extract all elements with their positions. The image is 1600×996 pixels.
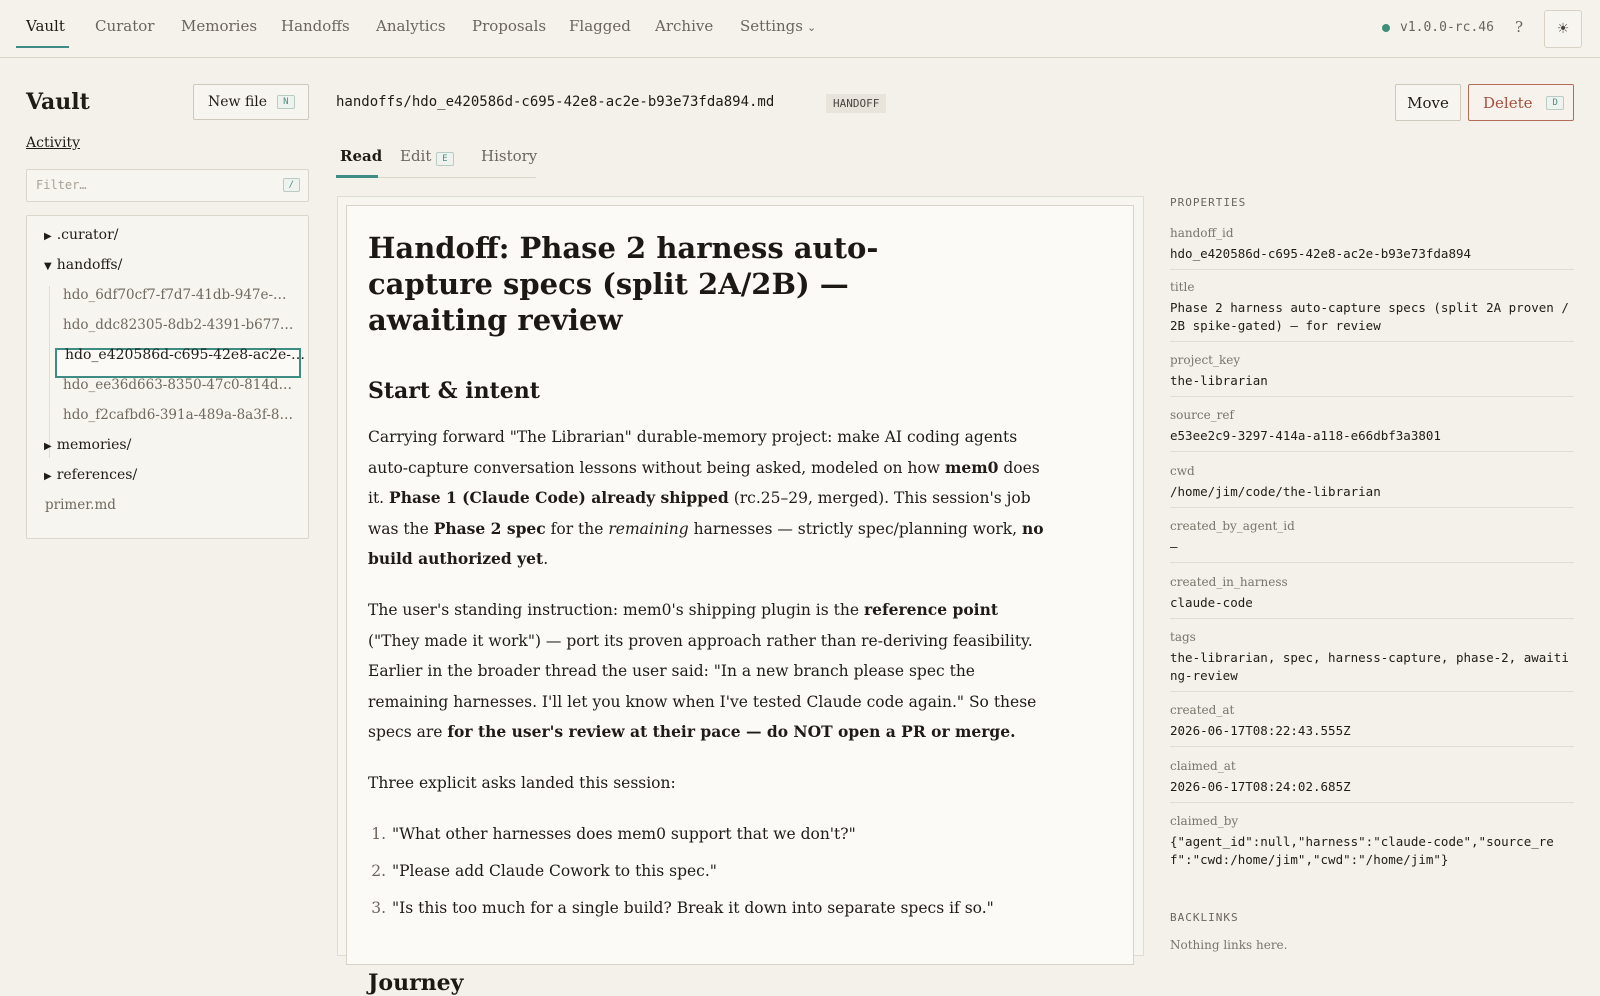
tab-active-indicator <box>336 175 378 178</box>
filter-placeholder: Filter… <box>36 178 87 192</box>
nav-curator[interactable]: Curator <box>95 17 155 35</box>
property-value: the-librarian <box>1170 373 1268 388</box>
property-row <box>1170 408 1574 452</box>
caret-right-icon: ▶ <box>44 471 52 482</box>
new-file-shortcut: N <box>277 95 294 109</box>
property-key: handoff_id <box>1170 226 1234 240</box>
file-path: handoffs/hdo_e420586d-c695-42e8-ac2e-b93e73fda894.md <box>336 94 775 110</box>
list-item: 2. "Please add Claude Cowork to this spec." <box>371 861 717 880</box>
nav-proposals[interactable]: Proposals <box>472 17 547 35</box>
tree-folder-references[interactable] <box>44 467 137 483</box>
activity-link[interactable]: Activity <box>26 135 80 151</box>
tree-file-active[interactable]: hdo_e420586d-c695-42e8-ac2e-… <box>65 347 305 363</box>
document-content <box>368 230 1048 996</box>
doc-paragraph <box>368 422 1048 575</box>
help-button[interactable]: ? <box>1515 18 1524 36</box>
property-row <box>1170 703 1574 747</box>
text-run: mem0 <box>944 457 999 477</box>
list-item-text: "Is this too much for a single build? Break it down into separate specs if so." <box>392 898 994 917</box>
tab-edit[interactable] <box>400 147 454 165</box>
doc-paragraph <box>368 595 1048 748</box>
caret-right-icon: ▶ <box>44 441 52 452</box>
doc-ordered-list <box>368 819 1048 930</box>
tree-folder-label: .curator/ <box>56 227 119 243</box>
tree-folder-label: memories/ <box>56 437 132 453</box>
tree-indent-guide <box>49 286 50 458</box>
tree-folder-label: handoffs/ <box>56 257 123 273</box>
property-value: {"agent_id":null,"harness":"claude-code","source_ref":"cwd:/home/jim","cwd":"/home/jim"} <box>1170 834 1554 867</box>
caret-right-icon: ▶ <box>44 231 52 242</box>
text-run: . <box>543 550 549 569</box>
text-run: reference point <box>863 599 998 619</box>
sidebar-title: Vault <box>26 89 90 115</box>
nav-vault[interactable]: Vault <box>26 17 65 35</box>
tree-folder-handoffs[interactable] <box>44 257 122 273</box>
property-key: title <box>1170 280 1195 294</box>
new-file-button[interactable] <box>193 84 309 120</box>
property-row <box>1170 519 1574 563</box>
nav-handoffs[interactable]: Handoffs <box>281 17 350 35</box>
property-row <box>1170 226 1574 270</box>
theme-toggle-button[interactable] <box>1544 10 1582 48</box>
property-row <box>1170 575 1574 619</box>
text-run: (rc.25–29, merged). This session's job was the <box>368 489 1031 538</box>
tree-file[interactable]: hdo_ddc82305-8db2-4391-b677… <box>63 317 294 333</box>
property-value: — <box>1170 539 1178 554</box>
delete-shortcut: D <box>1546 96 1563 110</box>
filter-input[interactable] <box>26 169 309 202</box>
property-row <box>1170 630 1574 692</box>
nav-settings[interactable] <box>740 17 816 35</box>
property-key: created_by_agent_id <box>1170 519 1295 533</box>
property-value: Phase 2 harness auto-capture specs (split 2A proven / 2B spike-gated) — for review <box>1170 300 1577 333</box>
status-dot-icon <box>1382 24 1390 32</box>
property-key: source_ref <box>1170 408 1234 422</box>
doc-title: Handoff: Phase 2 harness auto-capture specs (split 2A/2B) — awaiting review <box>368 231 879 337</box>
text-run: Phase 2 spec <box>433 518 546 538</box>
list-item: 3. "Is this too much for a single build? Break it down into separate specs if so." <box>371 898 994 917</box>
delete-label: Delete <box>1483 93 1533 112</box>
text-run: The user's standing instruction: mem0's shipping plugin is the <box>368 600 864 619</box>
nav-active-indicator <box>16 46 69 48</box>
tab-read[interactable]: Read <box>340 147 383 165</box>
list-item-text: "Please add Claude Cowork to this spec." <box>392 861 717 880</box>
sun-icon: ☀ <box>1556 21 1570 37</box>
tree-folder-curator[interactable] <box>44 227 119 243</box>
tree-file[interactable]: hdo_f2cafbd6-391a-489a-8a3f-8… <box>63 407 293 423</box>
list-item-text: "What other harnesses does mem0 support that we don't?" <box>392 824 856 843</box>
move-button[interactable]: Move <box>1395 84 1461 121</box>
tree-file-primer[interactable]: primer.md <box>45 497 116 513</box>
property-key: tags <box>1170 630 1196 644</box>
backlinks-empty-text: Nothing links here. <box>1170 938 1288 952</box>
top-nav <box>0 0 1600 58</box>
text-run: remaining <box>608 519 689 538</box>
text-run: harnesses — strictly spec/planning work, <box>688 519 1022 538</box>
property-value: hdo_e420586d-c695-42e8-ac2e-b93e73fda894 <box>1170 246 1472 261</box>
property-value: /home/jim/code/the-librarian <box>1170 484 1381 499</box>
tree-folder-memories[interactable] <box>44 437 131 453</box>
property-key: cwd <box>1170 464 1195 478</box>
property-key: created_in_harness <box>1170 575 1288 589</box>
text-run: does it. <box>368 458 1040 508</box>
property-value: 2026-06-17T08:24:02.685Z <box>1170 779 1351 794</box>
property-value: claude-code <box>1170 595 1253 610</box>
filter-shortcut: / <box>283 178 300 192</box>
text-run: Carrying forward "The Librarian" durable-memory project: make AI coding agents auto-capture conversation lessons without being asked, modeled on how <box>368 428 1018 477</box>
text-run: for the user's review at their pace — do NOT open a PR or merge. <box>447 722 1016 742</box>
chevron-down-icon: ⌄ <box>806 21 817 34</box>
list-item: 1. "What other harnesses does mem0 support that we don't?" <box>371 824 856 843</box>
property-row <box>1170 814 1574 875</box>
property-value: 2026-06-17T08:22:43.555Z <box>1170 723 1351 738</box>
tree-file[interactable]: hdo_6df70cf7-f7d7-41db-947e-… <box>63 287 287 303</box>
caret-down-icon: ▼ <box>44 261 52 272</box>
property-row <box>1170 353 1574 397</box>
tab-edit-label: Edit <box>400 147 432 165</box>
tree-folder-label: references/ <box>56 467 138 483</box>
property-key: claimed_at <box>1170 759 1236 773</box>
nav-memories[interactable]: Memories <box>181 17 258 35</box>
tree-file[interactable]: hdo_ee36d663-8350-47c0-814d… <box>63 377 293 393</box>
property-value: the-librarian, spec, harness-capture, phase-2, awaiting-review <box>1170 650 1569 683</box>
text-run: Phase 1 (Claude Code) already shipped <box>389 488 729 508</box>
properties-heading: PROPERTIES <box>1170 196 1247 209</box>
nav-analytics[interactable]: Analytics <box>376 17 446 35</box>
doc-heading: Journey <box>368 969 464 996</box>
nav-settings-label: Settings <box>740 17 803 35</box>
text-run: ("They made it work") — port its proven approach rather than re-deriving feasibility. Earlier in the broader thread the user said: "In a new branch please spec the remaining harnesses. I'll let you know when I've tested Claude code again." So these specs are <box>368 631 1037 742</box>
property-key: claimed_by <box>1170 814 1239 828</box>
property-row <box>1170 280 1577 342</box>
text-run: for the <box>545 519 609 538</box>
new-file-label: New file <box>208 94 268 110</box>
property-row <box>1170 759 1574 803</box>
version-label: v1.0.0-rc.46 <box>1400 20 1494 35</box>
property-key: created_at <box>1170 703 1235 717</box>
property-value: e53ee2c9-3297-414a-a118-e66dbf3a3801 <box>1170 428 1441 443</box>
backlinks-heading: BACKLINKS <box>1170 911 1239 924</box>
edit-shortcut: E <box>436 152 453 166</box>
type-badge: HANDOFF <box>826 94 886 113</box>
property-key: project_key <box>1170 353 1241 367</box>
nav-flagged[interactable]: Flagged <box>569 17 631 35</box>
delete-button[interactable] <box>1468 84 1574 121</box>
properties-panel <box>1170 196 1577 952</box>
doc-paragraph: Three explicit asks landed this session: <box>368 773 676 792</box>
file-tree <box>26 215 309 539</box>
text-run: no build authorized yet <box>368 518 1044 569</box>
property-row <box>1170 464 1574 508</box>
tab-history[interactable]: History <box>481 147 538 165</box>
doc-heading: Start & intent <box>368 378 540 404</box>
nav-archive[interactable]: Archive <box>655 17 714 35</box>
